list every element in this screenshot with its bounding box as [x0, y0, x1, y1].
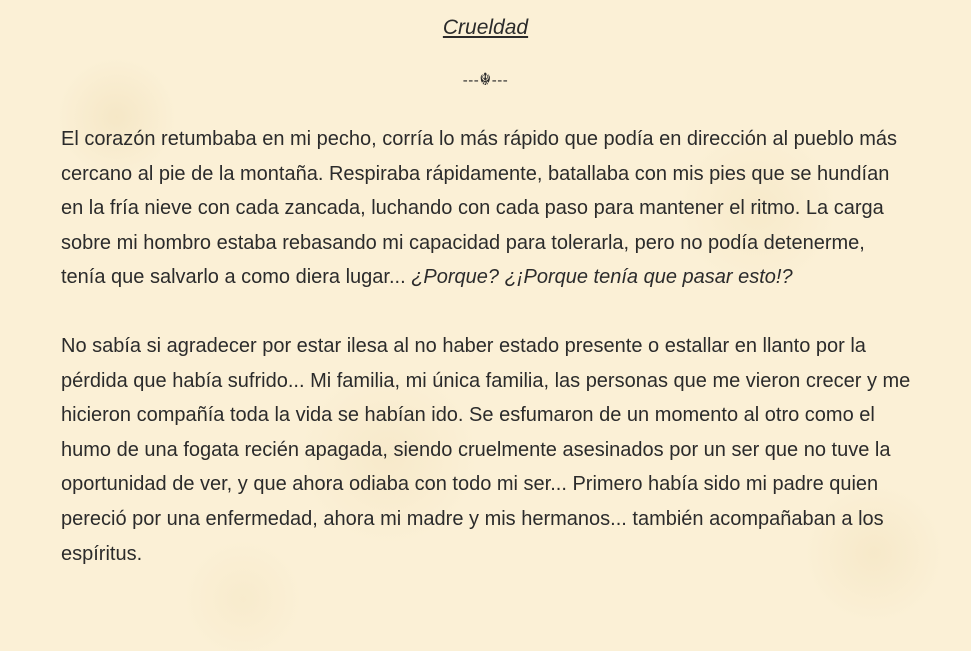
divider-left-dashes: ---: [462, 72, 480, 89]
khanda-emblem-icon: ☬: [479, 70, 492, 89]
paragraph-2-text: No sabía si agradecer por estar ilesa al no haber estado presente o estallar en llanto por la pérdida que había sufrido... Mi familia, mi única familia, las personas que me vieron crecer y me hicieron compañía toda la vida se habían ido. Se esfumaron de un momento al otro como el humo de una fogata recién apagada, siendo cruelmente asesinados por un ser que no tuve la oportunidad de ver, y que ahora odiaba con todo mi ser... Primero había sido mi padre quien pereció por una enfermedad, ahora mi madre y mis hermanos... también acompañaban a los espíritus.: [61, 334, 911, 565]
divider-right-dashes: ---: [491, 72, 509, 89]
story-title: Crueldad: [442, 16, 529, 39]
paragraph-1-italic-text: ¿Porque? ¿¡Porque tenía que pasar esto!?: [411, 266, 793, 289]
section-divider: [0, 66, 971, 95]
story-body: [61, 122, 911, 571]
paragraph-1-text: El corazón retumbaba en mi pecho, corría lo más rápido que podía en dirección al pueblo más cercano al pie de la montaña. Respiraba rápidamente, batallaba con mis pies que se hundían en la fría nieve con cada zancada, luchando con cada paso para mantener el ritmo. La carga sobre mi hombro estaba rebasando mi capacidad para tolerarla, pero no podía detenerme, tenía que salvarlo a como diera lugar...: [61, 128, 898, 289]
paragraph-1: [61, 122, 911, 295]
paragraph-2: [61, 329, 911, 571]
